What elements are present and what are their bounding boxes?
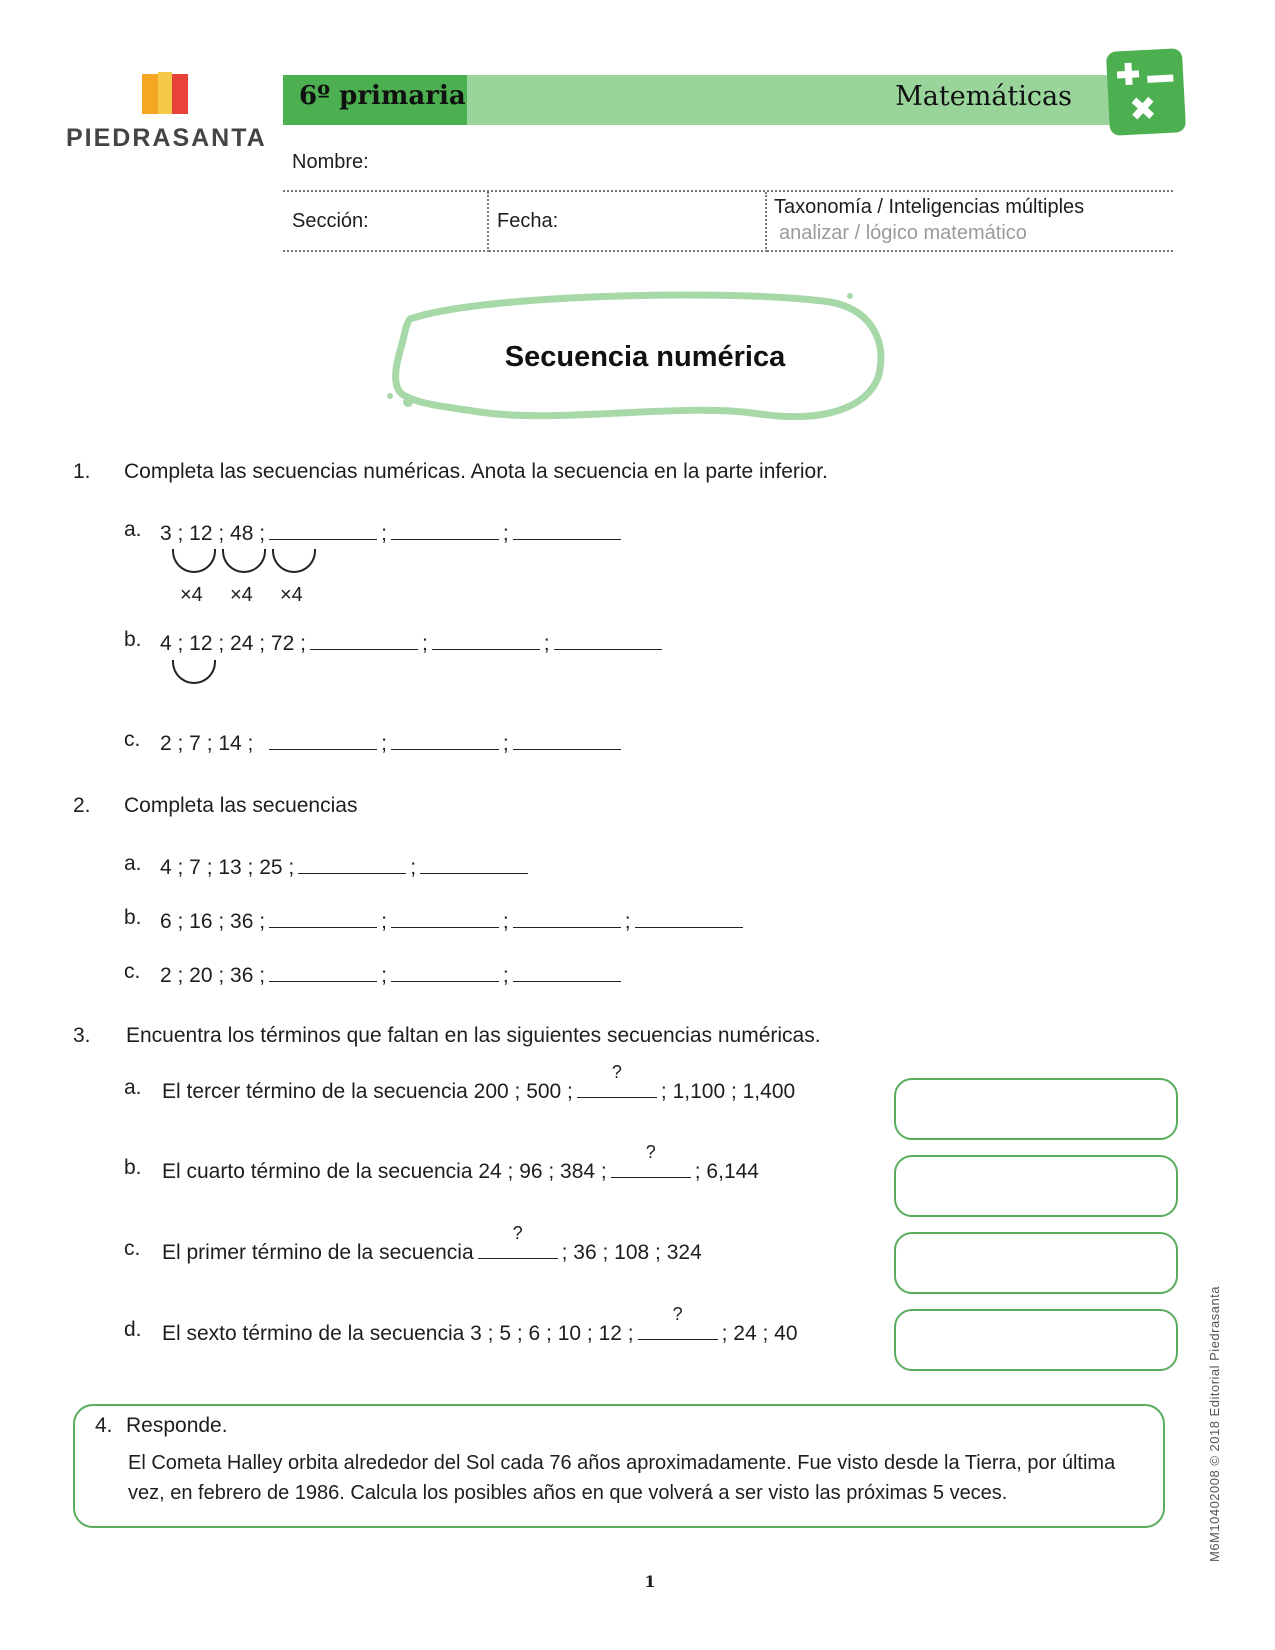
section-field-label: Sección:	[292, 210, 369, 232]
answer-blank[interactable]	[513, 518, 621, 540]
q3d-text	[162, 1304, 798, 1346]
q3a-letter: a.	[124, 1076, 142, 1099]
grade-band	[283, 75, 467, 125]
q1a-multiplier: ×4	[230, 584, 253, 606]
answer-blank[interactable]	[269, 906, 377, 928]
q1a-arc	[222, 549, 266, 573]
q2a-sequence: 4 ; 7 ; 13 ; 25 ; ;	[160, 852, 532, 880]
q4-text-line2: vez, en febrero de 1986. Calcula los posibles años en que volverá a ser visto las próximas 5 veces.	[128, 1482, 1008, 1504]
answer-blank[interactable]	[635, 906, 743, 928]
q3c-post: ; 36 ; 108 ; 324	[561, 1241, 702, 1264]
q1a-sequence: 3 ; 12 ; 48 ; ; ;	[160, 518, 625, 546]
q3d-answer-box[interactable]	[894, 1309, 1178, 1371]
answer-blank[interactable]	[554, 628, 662, 650]
q3c-answer-box[interactable]	[894, 1232, 1178, 1294]
q1c-sequence: 2 ; 7 ; 14 ; ; ;	[160, 728, 625, 756]
answer-blank[interactable]	[513, 728, 621, 750]
q1a-multiplier: ×4	[180, 584, 203, 606]
side-code: M6M10402008 © 2018 Editorial Piedrasanta	[1207, 1285, 1222, 1562]
answer-blank[interactable]	[513, 906, 621, 928]
question-mark: ?	[512, 1223, 523, 1243]
q2a-given: 4 ; 7 ; 13 ; 25 ;	[160, 856, 295, 879]
q2c-letter: c.	[124, 960, 141, 983]
date-field-label: Fecha:	[497, 210, 559, 232]
taxonomy-field	[767, 192, 1173, 252]
q4-heading: Responde.	[126, 1414, 228, 1437]
q3d-letter: d.	[124, 1318, 142, 1341]
q4-text-line1: El Cometa Halley orbita alrededor del Sol cada 76 años aproximadamente. Fue visto desde la Tierra, por última	[128, 1452, 1116, 1474]
q2c-given: 2 ; 20 ; 36 ;	[160, 964, 266, 987]
subject-label: Matemáticas	[895, 81, 1072, 112]
section-field[interactable]	[283, 192, 489, 252]
q1a-multiplier: ×4	[280, 584, 303, 606]
answer-blank[interactable]	[298, 852, 406, 874]
answer-blank[interactable]	[269, 960, 377, 982]
q1-number: 1.	[73, 460, 91, 483]
answer-blank[interactable]	[391, 728, 499, 750]
q3a-pre: El tercer término de la secuencia 200 ; 500 ;	[162, 1080, 573, 1103]
taxonomy-value: analizar / lógico matemático	[779, 222, 1027, 244]
q3a-answer-box[interactable]	[894, 1078, 1178, 1140]
q3b-pre: El cuarto término de la secuencia 24 ; 96 ; 384 ;	[162, 1160, 607, 1183]
question-mark: ?	[611, 1062, 622, 1082]
q2b-given: 6 ; 16 ; 36 ;	[160, 910, 266, 933]
missing-term-blank[interactable]	[577, 1062, 657, 1098]
q4-number: 4.	[95, 1414, 113, 1437]
q2-instruction: Completa las secuencias	[124, 794, 358, 817]
question-mark: ?	[645, 1142, 656, 1162]
missing-term-blank[interactable]	[638, 1304, 718, 1340]
missing-term-blank[interactable]	[611, 1142, 691, 1178]
grade-label: 6º primaria	[299, 81, 466, 111]
q3c-letter: c.	[124, 1237, 141, 1260]
q3a-post: ; 1,100 ; 1,400	[660, 1080, 796, 1103]
q2b-sequence: 6 ; 16 ; 36 ; ; ; ;	[160, 906, 747, 934]
answer-blank[interactable]	[269, 518, 377, 540]
q3-instruction: Encuentra los términos que faltan en las siguientes secuencias numéricas.	[126, 1024, 821, 1047]
q1a-arc	[172, 549, 216, 573]
answer-blank[interactable]	[513, 960, 621, 982]
q3d-post: ; 24 ; 40	[721, 1322, 798, 1345]
name-field-label: Nombre:	[292, 151, 369, 173]
q2b-letter: b.	[124, 906, 142, 929]
q4-box	[73, 1404, 1165, 1528]
q3-number: 3.	[73, 1024, 91, 1047]
answer-blank[interactable]	[269, 728, 377, 750]
q1b-sequence: 4 ; 12 ; 24 ; 72 ; ; ;	[160, 628, 666, 656]
q2a-letter: a.	[124, 852, 142, 875]
answer-blank[interactable]	[391, 518, 499, 540]
missing-term-blank[interactable]	[478, 1223, 558, 1259]
q3d-pre: El sexto término de la secuencia 3 ; 5 ; 6 ; 10 ; 12 ;	[162, 1322, 634, 1345]
q1a-arc	[272, 549, 316, 573]
taxonomy-label: Taxonomía / Inteligencias múltiples	[774, 196, 1085, 218]
q3b-post: ; 6,144	[694, 1160, 759, 1183]
q1b-letter: b.	[124, 628, 142, 651]
page-number: 1	[644, 1572, 656, 1591]
q3b-letter: b.	[124, 1156, 142, 1179]
book-icon	[66, 70, 266, 120]
answer-blank[interactable]	[420, 852, 528, 874]
answer-blank[interactable]	[391, 960, 499, 982]
q1a-given: 3 ; 12 ; 48 ;	[160, 522, 266, 545]
q1c-letter: c.	[124, 728, 141, 751]
publisher-logo	[66, 70, 266, 160]
q3c-pre: El primer término de la secuencia	[162, 1241, 474, 1264]
publisher-name: PIEDRASANTA	[66, 124, 267, 152]
q3b-text	[162, 1142, 759, 1184]
q1b-given: 4 ; 12 ; 24 ; 72 ;	[160, 632, 306, 655]
worksheet-title: Secuencia numérica	[504, 341, 786, 373]
date-field[interactable]	[489, 192, 767, 252]
question-mark: ?	[672, 1304, 683, 1324]
subject-band	[467, 75, 1122, 125]
q1c-given: 2 ; 7 ; 14 ;	[160, 732, 254, 755]
q2-number: 2.	[73, 794, 91, 817]
math-operations-icon	[1106, 48, 1186, 136]
q1a-letter: a.	[124, 518, 142, 541]
answer-blank[interactable]	[391, 906, 499, 928]
answer-blank[interactable]	[432, 628, 540, 650]
answer-blank[interactable]	[310, 628, 418, 650]
q1b-arc	[172, 660, 216, 684]
q2c-sequence: 2 ; 20 ; 36 ; ; ;	[160, 960, 625, 988]
q1-instruction: Completa las secuencias numéricas. Anota la secuencia en la parte inferior.	[124, 460, 828, 483]
q3b-answer-box[interactable]	[894, 1155, 1178, 1217]
name-field[interactable]	[283, 146, 1173, 192]
q3c-text	[162, 1223, 702, 1265]
q3a-text	[162, 1062, 796, 1104]
